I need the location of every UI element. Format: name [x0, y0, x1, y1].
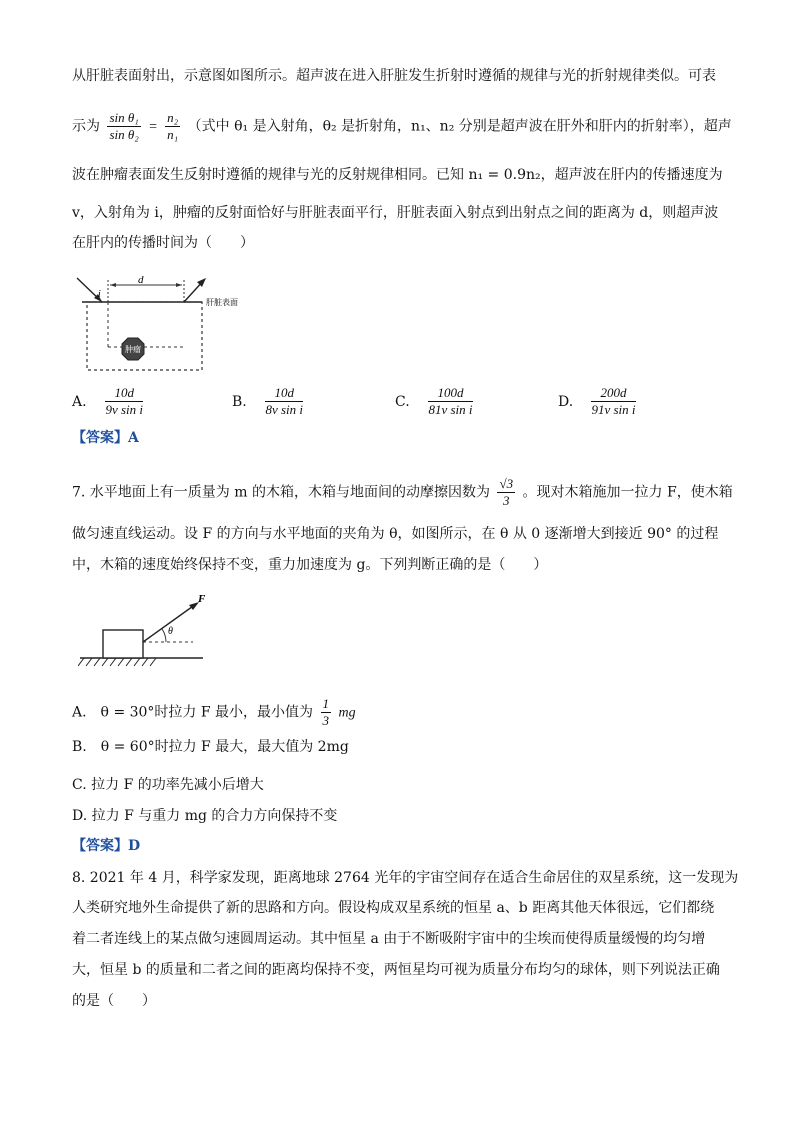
surface-label: 肝脏表面 [206, 298, 238, 307]
q8-text-line-5: 的是（ ） [72, 993, 156, 1009]
distance-d-label: d [138, 274, 144, 286]
q6-option-d[interactable]: D. $\frac{200d}{\text{91v sin i}}$ [558, 385, 636, 417]
q7-friction-fraction: $\frac{√3}{3}$ [499, 476, 514, 508]
q6-equals: = [148, 119, 158, 135]
q6-frac2-numerator: n₂ [167, 110, 179, 125]
angle-theta-label: θ [168, 626, 173, 637]
q6-frac-numerator: sin θ₁ [109, 110, 139, 125]
q6-text-line-4: v，入射角为 i，肿瘤的反射面恰好与肝脏表面平行，肝脏表面入射点到出射点之间的距离为 d，则超声波 [72, 205, 719, 221]
q8-text-line-2: 人类研究地外生命提供了新的思路和方向。假设构成双星系统的恒星 a、b 距离其他天体很远，它们都绕 [72, 900, 715, 916]
liver-outline [87, 302, 202, 370]
angle-i-label: i [98, 289, 101, 300]
q6-snell-fraction-left [107, 110, 140, 143]
q6-text-line-1: 从肝脏表面射出，示意图如图所示。超声波在进入肝脏发生折射时遵循的规律与光的折射规律类似。可表 [72, 68, 716, 84]
q6-option-a[interactable]: A. $\frac{10d}{\text{9v sin i}}$ [72, 385, 144, 417]
q6-frac-denominator: sin θ₂ [109, 127, 139, 142]
q6-liver-diagram [72, 272, 262, 382]
q7-box-force-diagram [78, 592, 208, 672]
q7-text-line-3: 中，木箱的速度始终保持不变，重力加速度为 g。下列判断正确的是（ ） [72, 557, 548, 573]
q6-line2-prefix: 示为 [72, 118, 100, 135]
q6-option-c[interactable]: C. $\frac{100d}{\text{81v sin i}}$ [395, 385, 473, 417]
q6-snell-fraction-right [165, 110, 180, 143]
q6-line2-suffix: （式中 θ₁ 是入射角，θ₂ 是折射角，n₁、n₂ 分别是超声波在肝外和肝内的折射率），超声 [187, 118, 732, 135]
tumor-label: 肿瘤 [125, 345, 141, 354]
q6-option-b[interactable]: B. $\frac{10d}{\text{8v sin i}}$ [232, 385, 304, 417]
q7-answer: 【答案】D [72, 838, 141, 854]
q6-text-line-3: 波在肿瘤表面发生反射时遵循的规律与光的反射规律相同。已知 n₁ = 0.9n₂，超声波在肝内的传播速度为 [72, 167, 723, 183]
q8-text-line-3: 着二者连线上的某点做匀速圆周运动。其中恒星 a 由于不断吸附宇宙中的尘埃而使得质量缓慢的均匀增 [72, 931, 706, 947]
q7-option-a[interactable]: A. θ = 30°时拉力 F 最小，最小值为 $\frac{1}{3}$ mg [72, 696, 356, 728]
q7-option-b[interactable]: B. θ = 60°时拉力 F 最大，最大值为 2mg [72, 739, 349, 755]
q8-text-line-4: 大，恒星 b 的质量和二者之间的距离均保持不变，两恒星均可视为质量分布均匀的球体，则下列说法正确 [72, 962, 720, 978]
q6-text-line-2 [72, 110, 732, 143]
q6-text-line-5: 在肝内的传播时间为（ ） [72, 235, 254, 251]
q7-text-line-1: 7. 水平地面上有一质量为 m 的木箱，木箱与地面间的动摩擦因数为 $\frac{√3}{3}$ 。现对木箱施加一拉力 F，使木箱 [72, 476, 733, 508]
wooden-box [103, 630, 143, 658]
q8-text-line-1: 8. 2021 年 4 月，科学家发现，距离地球 2764 光年的宇宙空间存在适合生命居住的双星系统，这一发现为 [72, 870, 739, 886]
q6-frac2-denominator: n₁ [167, 127, 179, 142]
q6-answer: 【答案】A [72, 430, 139, 446]
q7-option-c[interactable]: C. 拉力 F 的功率先减小后增大 [72, 777, 264, 793]
q7-text-line-2: 做匀速直线运动。设 F 的方向与水平地面的夹角为 θ，如图所示，在 θ 从 0 逐渐增大到接近 90° 的过程 [72, 526, 719, 542]
q7-option-d[interactable]: D. 拉力 F 与重力 mg 的合力方向保持不变 [72, 808, 338, 824]
force-f-label: F [198, 593, 206, 605]
